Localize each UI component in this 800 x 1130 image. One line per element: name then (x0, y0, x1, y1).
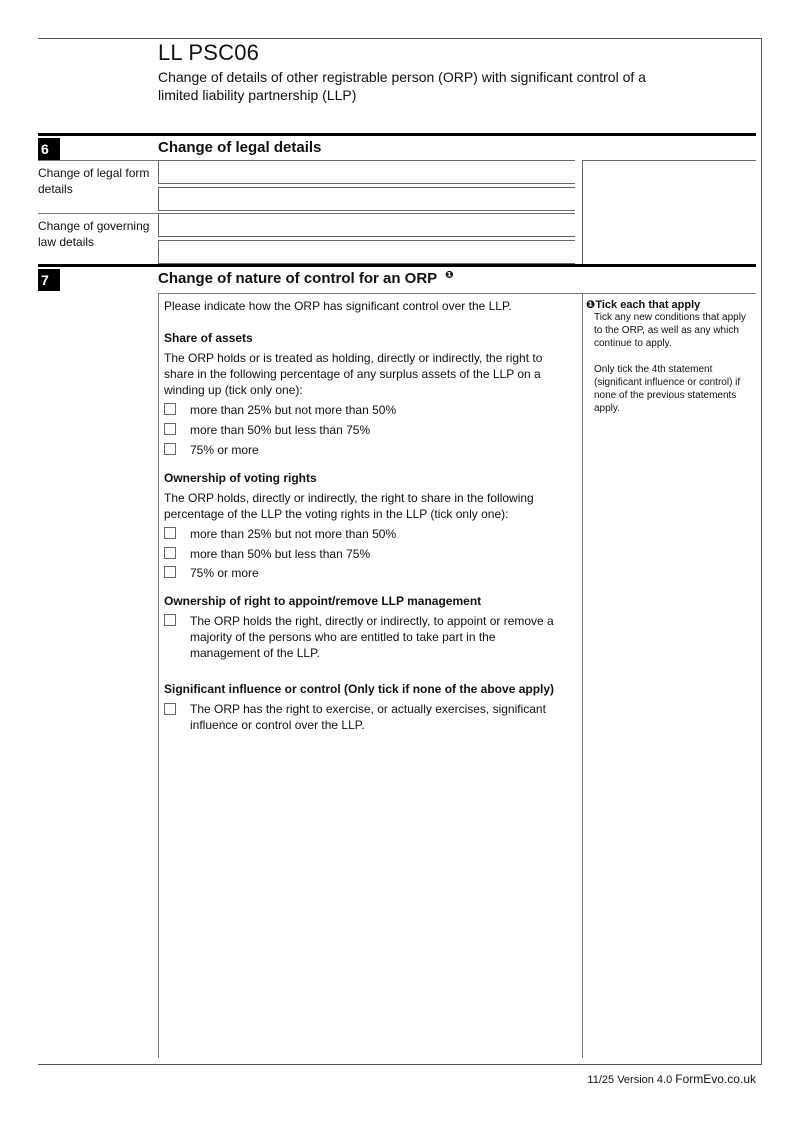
section7-rule (38, 264, 756, 267)
share-assets-option3-label: 75% or more (190, 443, 259, 457)
footer (587, 1072, 756, 1086)
governing-law-input-line2[interactable] (158, 240, 575, 264)
share-assets-option2-label: more than 50% but less than 75% (190, 423, 371, 437)
voting-rights-description: The ORP holds, directly or indirectly, the right to share in the following percentage of the LLP the voting rights in the LLP (tick only one): (164, 491, 534, 521)
section6-number: 6 (38, 138, 60, 160)
section7-left-border (158, 293, 159, 1058)
significant-influence-checkbox[interactable] (164, 703, 176, 715)
side-note-marker-icon: ❶ (586, 299, 596, 311)
top-rule (38, 38, 762, 39)
note-marker-icon: ❶ (445, 270, 454, 281)
section7-intro: Please indicate how the ORP has significant control over the LLP. (164, 299, 512, 313)
section6-notes-panel (582, 160, 756, 266)
section6-rule (38, 133, 756, 136)
voting-rights-option1-label: more than 25% but not more than 50% (190, 527, 397, 541)
share-assets-option1-label: more than 25% but not more than 50% (190, 403, 397, 417)
section6-title: Change of legal details (158, 139, 322, 156)
legal-form-input-line2[interactable] (158, 187, 575, 211)
legal-form-input-line1[interactable] (158, 160, 575, 184)
section7-title-text: Change of nature of control for an ORP (158, 270, 437, 287)
form-subtitle: Change of details of other registrable person (ORP) with significant control of a limited liability partnership (LLP) (158, 69, 646, 103)
form-code: LL PSC06 (158, 40, 260, 65)
appoint-remove-heading: Ownership of right to appoint/remove LLP management (164, 594, 482, 608)
footer-version: 11/25 Version 4.0 (587, 1074, 673, 1086)
section7-top-divider (158, 293, 756, 294)
legal-form-label: Change of legal form details (38, 166, 150, 196)
share-assets-option3-checkbox[interactable] (164, 443, 176, 455)
side-note-title (586, 298, 754, 311)
side-note-title-text: Tick each that apply (595, 299, 701, 311)
section7-number: 7 (38, 269, 60, 291)
significant-influence-label: The ORP has the right to exercise, or actually exercises, significant influence or control over the LLP. (190, 702, 546, 732)
share-assets-heading: Share of assets (164, 331, 253, 345)
right-rule (761, 38, 762, 1065)
share-assets-description: The ORP holds or is treated as holding, directly or indirectly, the right to share in the following percentage of any surplus assets of the LLP on a winding up (tick only one): (164, 351, 543, 397)
appoint-remove-checkbox[interactable] (164, 614, 176, 626)
section7-title (158, 270, 454, 287)
bottom-rule (38, 1064, 762, 1065)
footer-brand: FormEvo.co.uk (675, 1072, 756, 1086)
significant-influence-heading: Significant influence or control (Only tick if none of the above apply) (164, 682, 555, 696)
voting-rights-option3-checkbox[interactable] (164, 566, 176, 578)
appoint-remove-label: The ORP holds the right, directly or indirectly, to appoint or remove a majority of the persons who are entitled to take part in the management of the LLP. (190, 614, 554, 660)
governing-law-input-line1[interactable] (158, 213, 575, 237)
side-note-para2: Only tick the 4th statement (significant influence or control) if none of the previous statements apply. (594, 364, 741, 414)
share-assets-option1-checkbox[interactable] (164, 403, 176, 415)
voting-rights-option3-label: 75% or more (190, 566, 259, 580)
share-assets-option2-checkbox[interactable] (164, 423, 176, 435)
section7-notes-border (582, 293, 583, 1058)
voting-rights-option2-label: more than 50% but less than 75% (190, 547, 371, 561)
side-note-para1: Tick any new conditions that apply to the ORP, as well as any which continue to apply. (594, 312, 746, 349)
governing-law-label: Change of governing law details (38, 219, 150, 249)
voting-rights-heading: Ownership of voting rights (164, 471, 317, 485)
side-note (586, 298, 754, 415)
voting-rights-option1-checkbox[interactable] (164, 527, 176, 539)
voting-rights-option2-checkbox[interactable] (164, 547, 176, 559)
